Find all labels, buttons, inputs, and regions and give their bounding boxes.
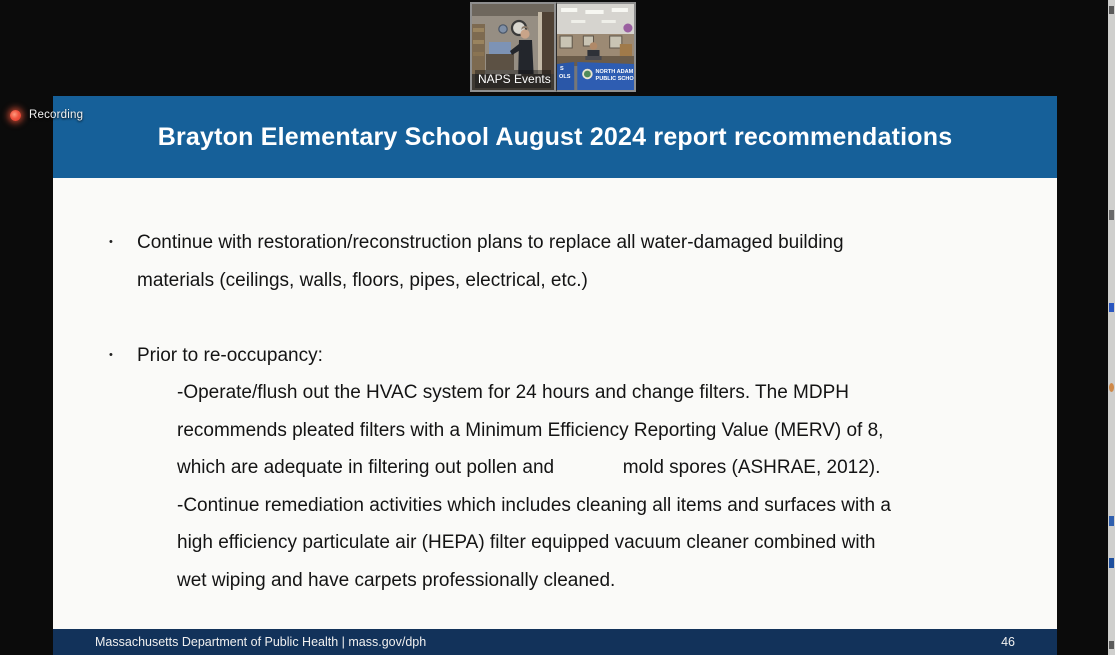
slide-body (53, 178, 1057, 629)
slide-header (53, 96, 1057, 178)
library-room-video (557, 4, 634, 90)
paragraph-spacer (53, 299, 1057, 337)
participant-name-label: NAPS Events (475, 70, 551, 88)
bullet-marker: • (109, 236, 113, 248)
slide-page-number: 46 (1001, 635, 1015, 649)
sub-item-2-line-1: -Continue remediation activities which includes cleaning all items and surfaces with a (177, 494, 891, 516)
sub-item-1-line-3: which are adequate in filtering out pollen and mold spores (ASHRAE, 2012). (177, 457, 881, 478)
sub-item-1-line-1: -Operate/flush out the HVAC system for 24 hours and change filters. The MDPH (177, 382, 849, 403)
edge-fragment (1109, 303, 1114, 312)
recording-indicator (10, 105, 83, 125)
video-thumbnail-room[interactable] (556, 2, 636, 92)
edge-fragment (1109, 558, 1114, 568)
video-thumbnail-active-speaker[interactable] (470, 2, 556, 92)
edge-fragment (1109, 210, 1114, 220)
edge-fragment (1109, 516, 1114, 526)
sub-item-2-line-3: wet wiping and have carpets professionally cleaned. (177, 569, 616, 591)
svg-text:S: S (560, 66, 564, 72)
svg-text:OLS: OLS (559, 74, 571, 80)
sub-item-2-line-2: high efficiency particulate air (HEPA) filter equipped vacuum cleaner combined with (177, 532, 876, 553)
recording-label: Recording (29, 109, 84, 121)
bullet-1-line-1: • Continue with restoration/reconstruction plans to replace all water-damaged building (53, 224, 1057, 262)
edge-fragment (1109, 383, 1114, 392)
bullet-2-lead: • Prior to re-occupancy: (53, 337, 1057, 375)
background-window-edge (1108, 0, 1115, 655)
presentation-slide (53, 96, 1057, 655)
edge-fragment (1109, 6, 1114, 14)
footer-org-text: Massachusetts Department of Public Health | mass.gov/dph (95, 635, 427, 649)
sub-item-1-line-2: recommends pleated filters with a Minimum Efficiency Reporting Value (MERV) of 8, (177, 419, 884, 441)
slide-title: Brayton Elementary School August 2024 report recommendations (157, 122, 953, 151)
bullet-1-line-2: materials (ceilings, walls, floors, pipes, electrical, etc.) (137, 269, 588, 291)
svg-text:NORTH ADAM: NORTH ADAM (595, 69, 634, 75)
recording-dot-icon (10, 110, 21, 121)
bullet-marker: • (109, 348, 113, 361)
svg-text:PUBLIC SCHO: PUBLIC SCHO (595, 76, 634, 82)
slide-footer (53, 629, 1057, 655)
edge-fragment (1109, 641, 1114, 649)
